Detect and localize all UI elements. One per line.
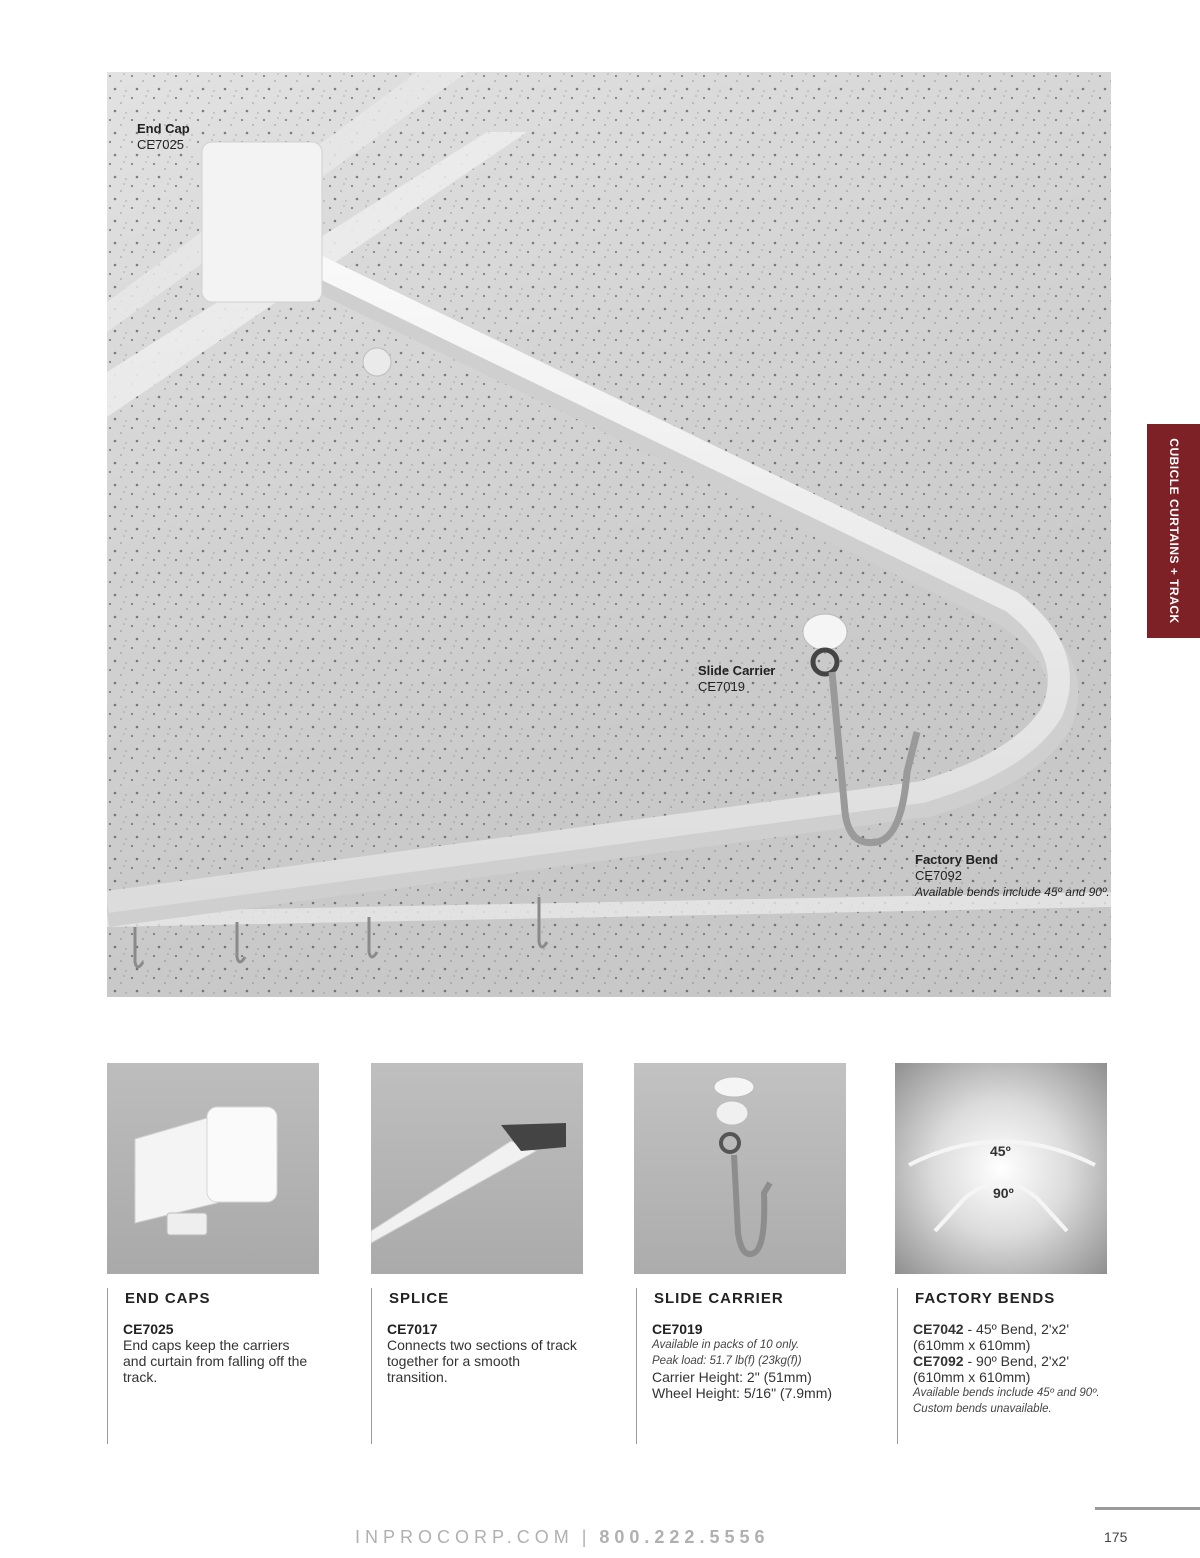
footer-rule: [1095, 1507, 1200, 1510]
slide-carrier-load-note: Peak load: 51.7 lb(f) (23kg(f)): [652, 1355, 802, 1367]
splice-image: [371, 1063, 583, 1274]
end-caps-description: End caps keep the carriers and curtain from falling off the track.: [123, 1337, 308, 1385]
slide-carrier-code: CE7019: [652, 1321, 703, 1337]
bend-45-metric: (610mm x 610mm): [913, 1337, 1031, 1353]
end-caps-card: [107, 1288, 337, 1444]
end-caps-title: END CAPS: [125, 1290, 211, 1307]
slide-carrier-card: [636, 1288, 866, 1444]
bend-90-spec: [913, 1353, 1127, 1369]
section-side-tab: [1147, 424, 1200, 638]
bend-45-spec: [913, 1321, 1127, 1337]
callout-slide-carrier: [698, 663, 775, 695]
bend-45-desc: - 45º Bend, 2'x2': [963, 1321, 1070, 1337]
end-cap-image: [107, 1063, 319, 1274]
slide-carrier-wheel: Wheel Height: 5/16" (7.9mm): [652, 1385, 833, 1401]
splice-code: CE7017: [387, 1321, 438, 1337]
callout-slide-carrier-code: CE7019: [698, 679, 745, 694]
footer-separator: |: [581, 1527, 592, 1547]
footer-phone[interactable]: 800.222.5556: [599, 1527, 770, 1547]
bend-45-code: CE7042: [913, 1321, 964, 1337]
footer-contact: [355, 1527, 769, 1548]
callout-end-cap: [137, 121, 190, 153]
section-side-tab-label: CUBICLE CURTAINS + TRACK: [1166, 438, 1181, 624]
hero-product-image: [107, 72, 1111, 997]
callout-end-cap-name: End Cap: [137, 121, 190, 136]
factory-bends-card: [897, 1288, 1127, 1444]
callout-end-cap-code: CE7025: [137, 137, 184, 152]
callout-slide-carrier-name: Slide Carrier: [698, 663, 776, 678]
bend-90-metric: (610mm x 610mm): [913, 1369, 1031, 1385]
page-number: 175: [1104, 1529, 1128, 1545]
callout-factory-bend-code: CE7092: [915, 868, 962, 883]
factory-bends-title: FACTORY BENDS: [915, 1290, 1056, 1307]
splice-title: SPLICE: [389, 1290, 450, 1307]
end-caps-code: CE7025: [123, 1321, 174, 1337]
bend-90-label: 90º: [993, 1185, 1014, 1201]
bend-90-desc: - 90º Bend, 2'x2': [963, 1353, 1070, 1369]
factory-bends-note: Available bends include 45º and 90º. Custom bends unavailable.: [913, 1387, 1100, 1415]
callout-factory-bend-name: Factory Bend: [915, 852, 999, 867]
splice-description: Connects two sections of track together for a smooth transition.: [387, 1337, 577, 1385]
splice-card: [371, 1288, 601, 1444]
slide-carrier-image: [634, 1063, 846, 1274]
slide-carrier-title: SLIDE CARRIER: [654, 1290, 784, 1307]
callout-factory-bend-note: Available bends include 45º and 90º.: [915, 885, 1110, 899]
bend-45-label: 45º: [990, 1143, 1011, 1159]
callout-factory-bend: [915, 852, 1110, 900]
slide-carrier-height: Carrier Height: 2" (51mm): [652, 1369, 812, 1385]
bend-90-code: CE7092: [913, 1353, 964, 1369]
slide-carrier-pack-note: Available in packs of 10 only.: [652, 1339, 800, 1351]
factory-bends-image: [895, 1063, 1107, 1274]
footer-website-link[interactable]: INPROCORP.COM: [355, 1527, 574, 1547]
